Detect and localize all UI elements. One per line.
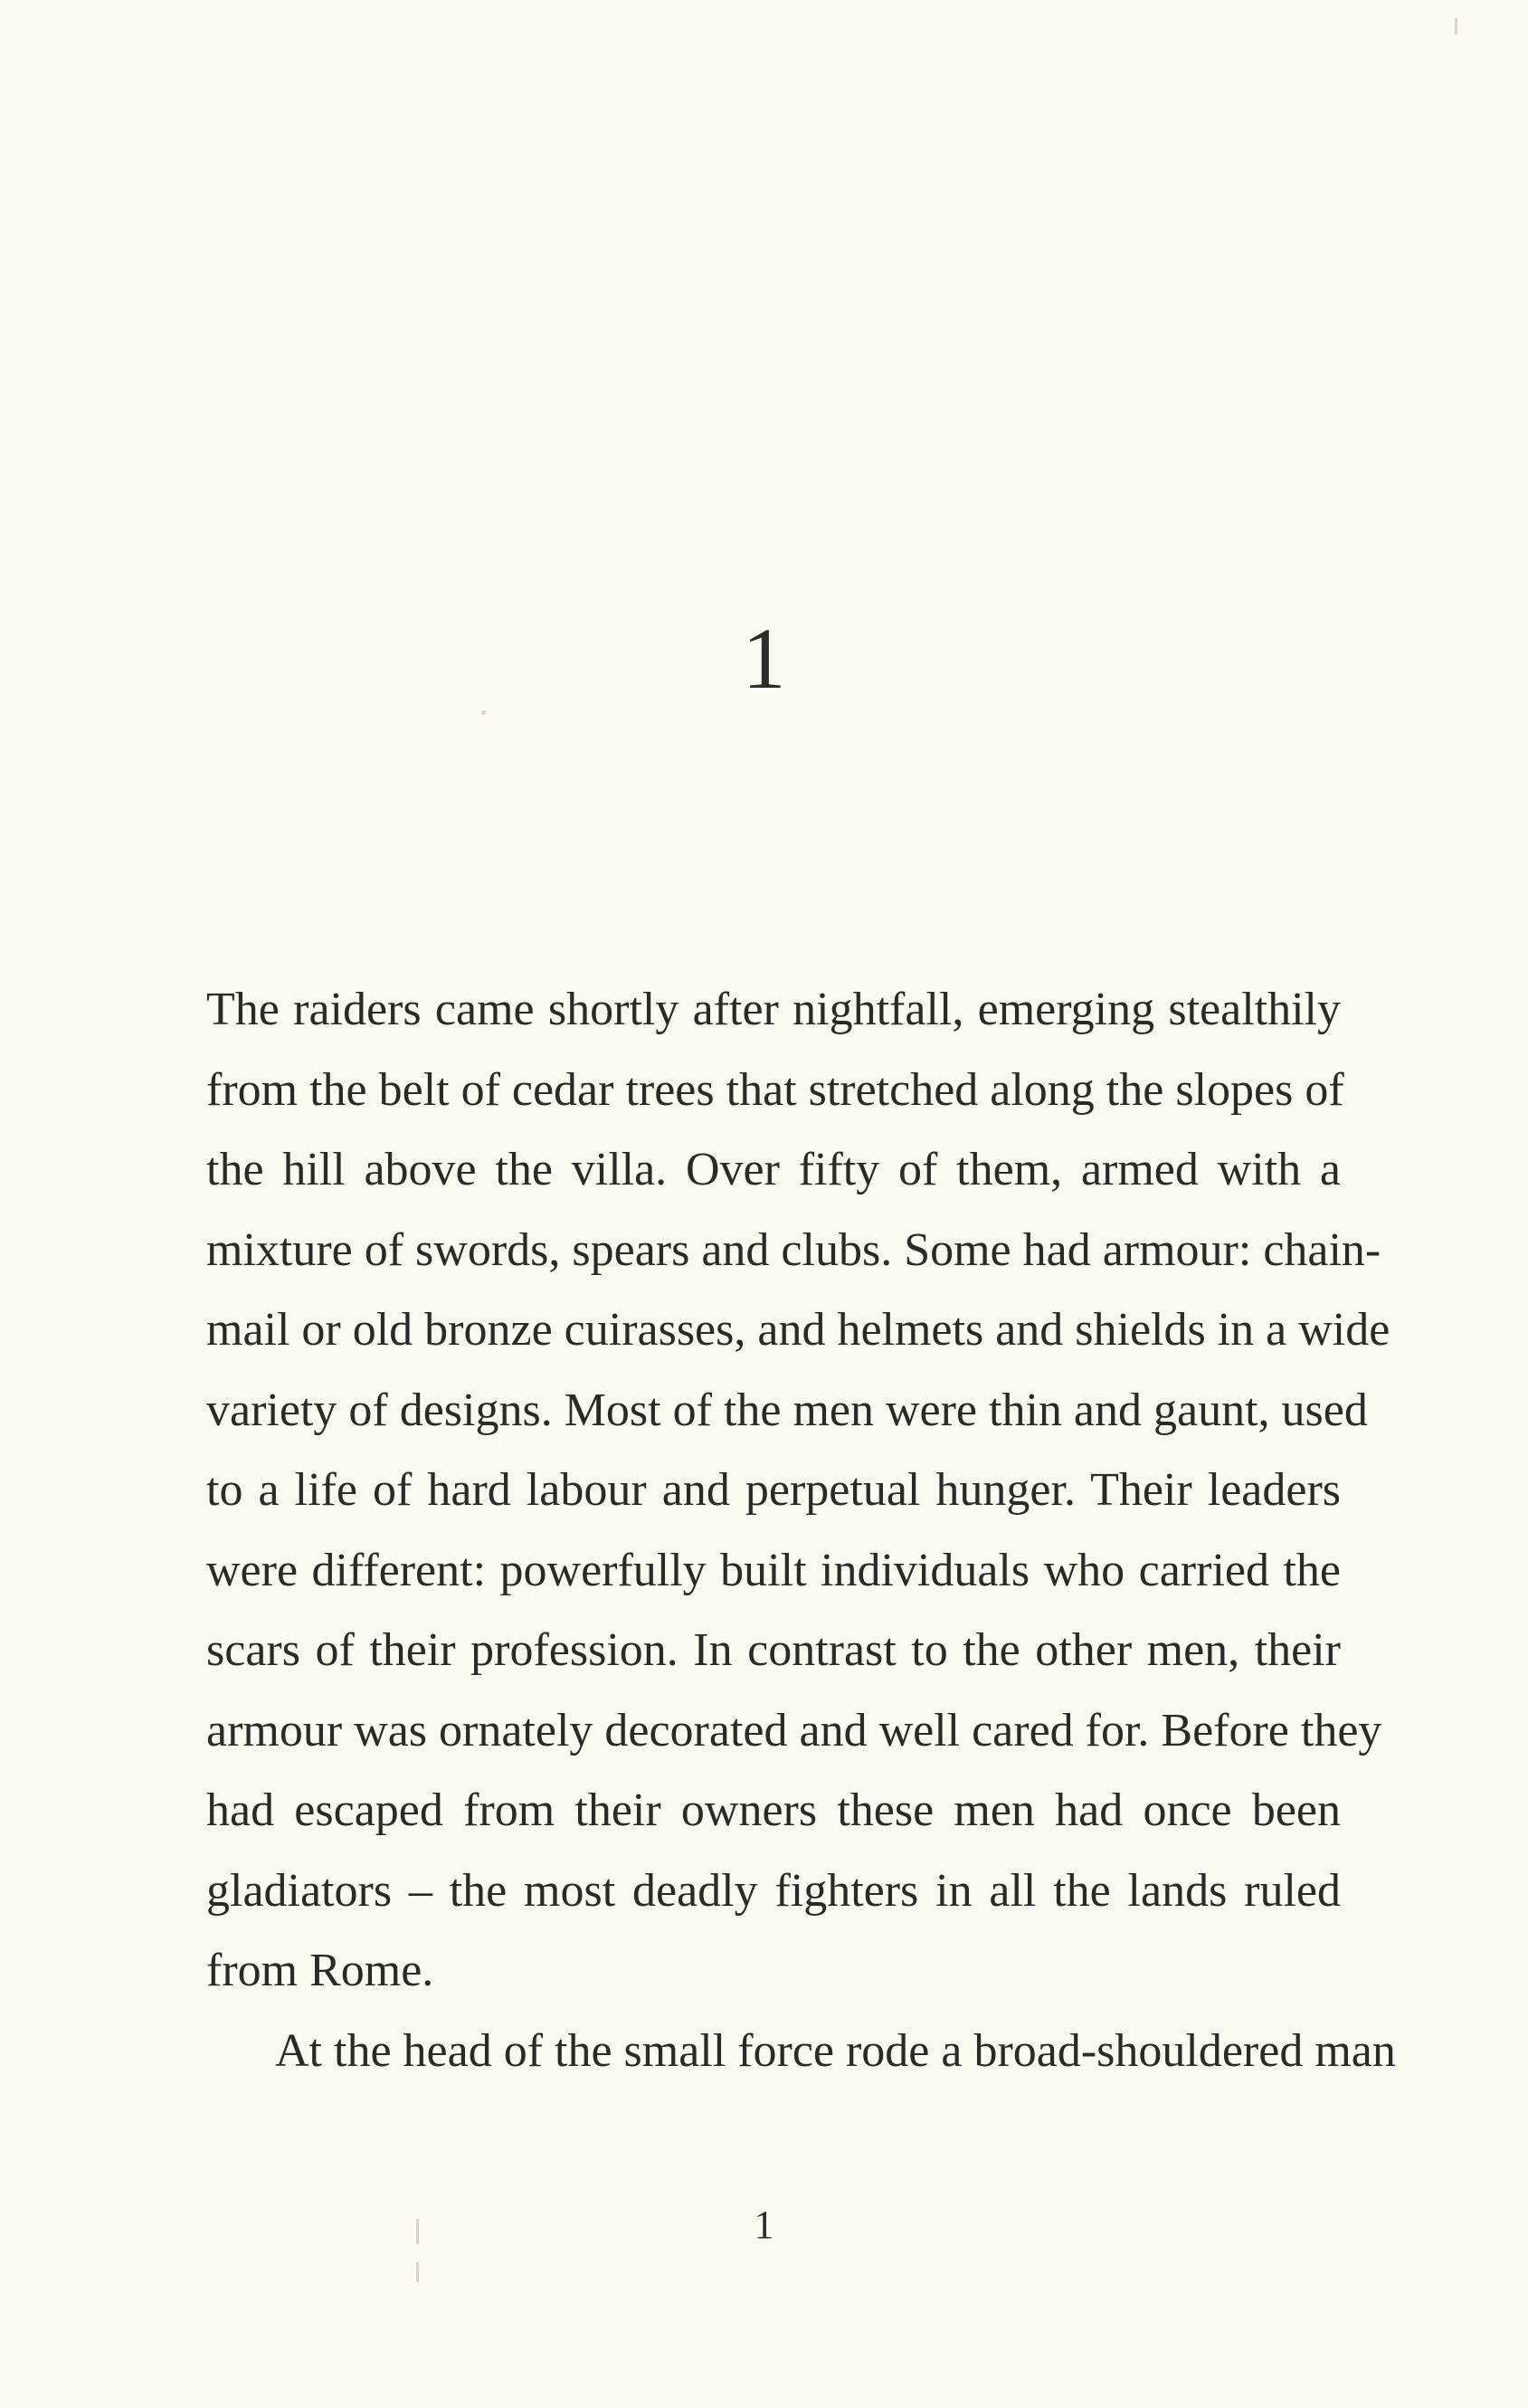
scan-mark (1455, 18, 1457, 34)
page-number: 1 (754, 2203, 774, 2247)
text-line: mixture of swords, spears and clubs. Some had armour: chain- (206, 1223, 1381, 1276)
paragraph-2 (206, 2012, 1396, 2092)
paragraph-1 (206, 970, 1390, 2012)
text-line: scars of their profession. In contrast to the other men, their (206, 1624, 1341, 1676)
text-line: from the belt of cedar trees that stretched along the slopes of (206, 1063, 1344, 1116)
text-line: variety of designs. Most of the men were thin and gaunt, used (206, 1384, 1368, 1436)
chapter-number: 1 (742, 610, 786, 707)
text-line: gladiators – the most deadly fighters in all the lands ruled (206, 1864, 1341, 1917)
scan-mark (416, 2262, 419, 2282)
text-line: armour was ornately decorated and well cared for. Before they (206, 1704, 1382, 1756)
scan-mark (481, 710, 486, 715)
text-line: to a life of hard labour and perpetual hunger. Their leaders (206, 1464, 1341, 1516)
body-text (206, 970, 1396, 2091)
text-line: were different: powerfully built individuals who carried the (206, 1544, 1341, 1596)
text-line: the hill above the villa. Over fifty of them, armed with a (206, 1144, 1341, 1195)
text-line: At the head of the small force rode a broad-shouldered man (275, 2024, 1396, 2077)
text-line: mail or old bronze cuirasses, and helmets and shields in a wide (206, 1304, 1390, 1356)
text-line: The raiders came shortly after nightfall, emerging stealthily (206, 984, 1341, 1035)
text-line: from Rome. (206, 1945, 434, 1996)
text-line: had escaped from their owners these men had once been (206, 1785, 1341, 1836)
